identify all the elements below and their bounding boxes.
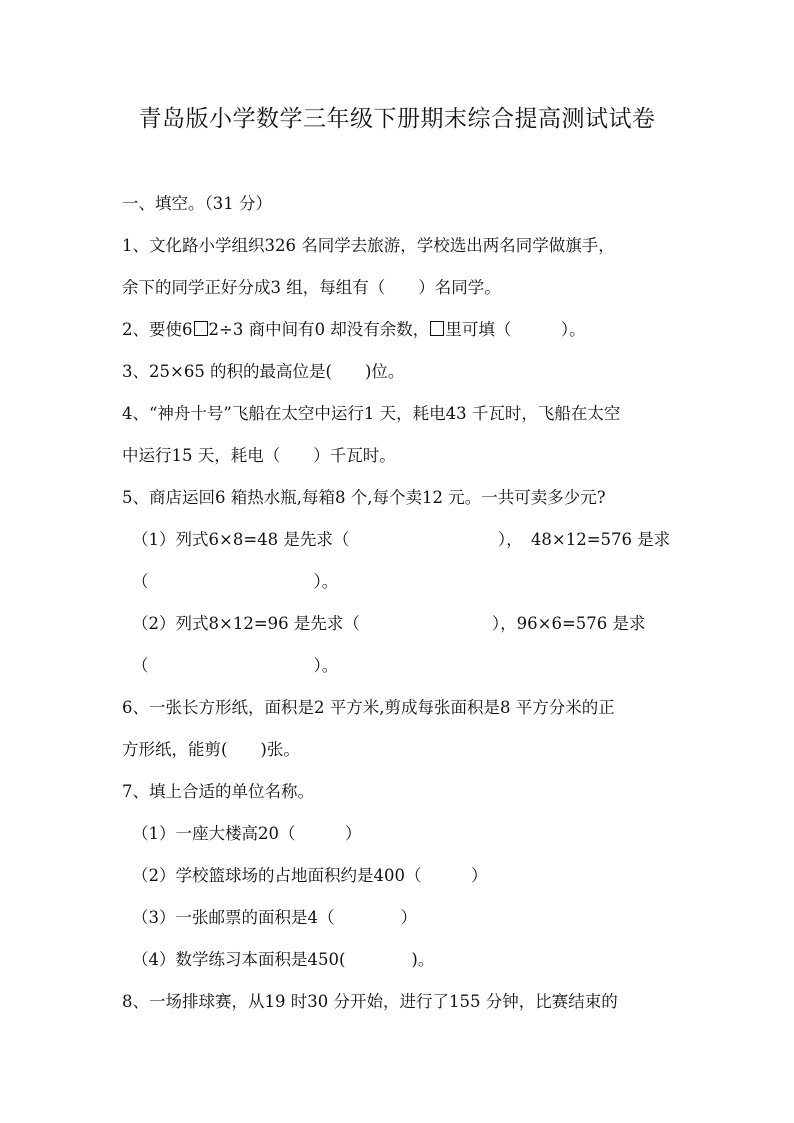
question-4-line-1: 4、“神舟十号”飞船在太空中运行1 天，耗电43 千瓦时，飞船在太空 <box>122 404 621 423</box>
question-5: 5、商店运回6 箱热水瓶,每箱8 个,每个卖12 元。一共可卖多少元? <box>122 488 606 507</box>
question-1-line-2: 余下的同学正好分成3 组，每组有（ ）名同学。 <box>122 278 501 297</box>
question-6-line-1: 6、一张长方形纸，面积是2 平方米,剪成每张面积是8 平方分米的正 <box>122 698 615 717</box>
question-2-text-b: 2÷3 商中间有0 却没有余数， <box>208 320 430 339</box>
question-2-text-a: 2、要使6 <box>122 320 193 339</box>
question-7-2: （2）学校篮球场的占地面积约是400（ ） <box>132 866 488 885</box>
question-7-4: （4）数学练习本面积是450( )。 <box>132 950 435 969</box>
question-7-1: （1）一座大楼高20（ ） <box>132 824 362 843</box>
question-5-2-line-1: （2）列式8×12=96 是先求（ ），96×6=576 是求 <box>132 614 646 633</box>
question-5-1-line-2: （ ）。 <box>132 572 339 591</box>
question-2 <box>122 316 586 340</box>
section-heading: 一、填空。（31 分） <box>122 194 272 213</box>
blank-box-icon <box>430 321 444 336</box>
question-5-2-line-2: （ ）。 <box>132 656 339 675</box>
question-4-line-2: 中运行15 天，耗电（ ）千瓦时。 <box>122 446 396 465</box>
blank-box-icon <box>194 321 208 336</box>
question-5-1-line-1: （1）列式6×8=48 是先求（ ）， 48×12=576 是求 <box>132 530 671 549</box>
question-6-line-2: 方形纸，能剪( )张。 <box>122 740 300 759</box>
page-title: 青岛版小学数学三年级下册期末综合提高测试试卷 <box>138 106 656 132</box>
question-7-3: （3）一张邮票的面积是4（ ） <box>132 908 417 927</box>
question-7: 7、填上合适的单位名称。 <box>122 782 314 801</box>
question-1-line-1: 1、文化路小学组织326 名同学去旅游，学校选出两名同学做旗手， <box>122 236 615 255</box>
question-2-text-c: 里可填（ ）。 <box>445 320 586 339</box>
question-8-line-1: 8、一场排球赛，从19 时30 分开始，进行了155 分钟，比赛结束的 <box>122 992 618 1011</box>
question-3: 3、25×65 的积的最高位是( )位。 <box>122 362 405 381</box>
